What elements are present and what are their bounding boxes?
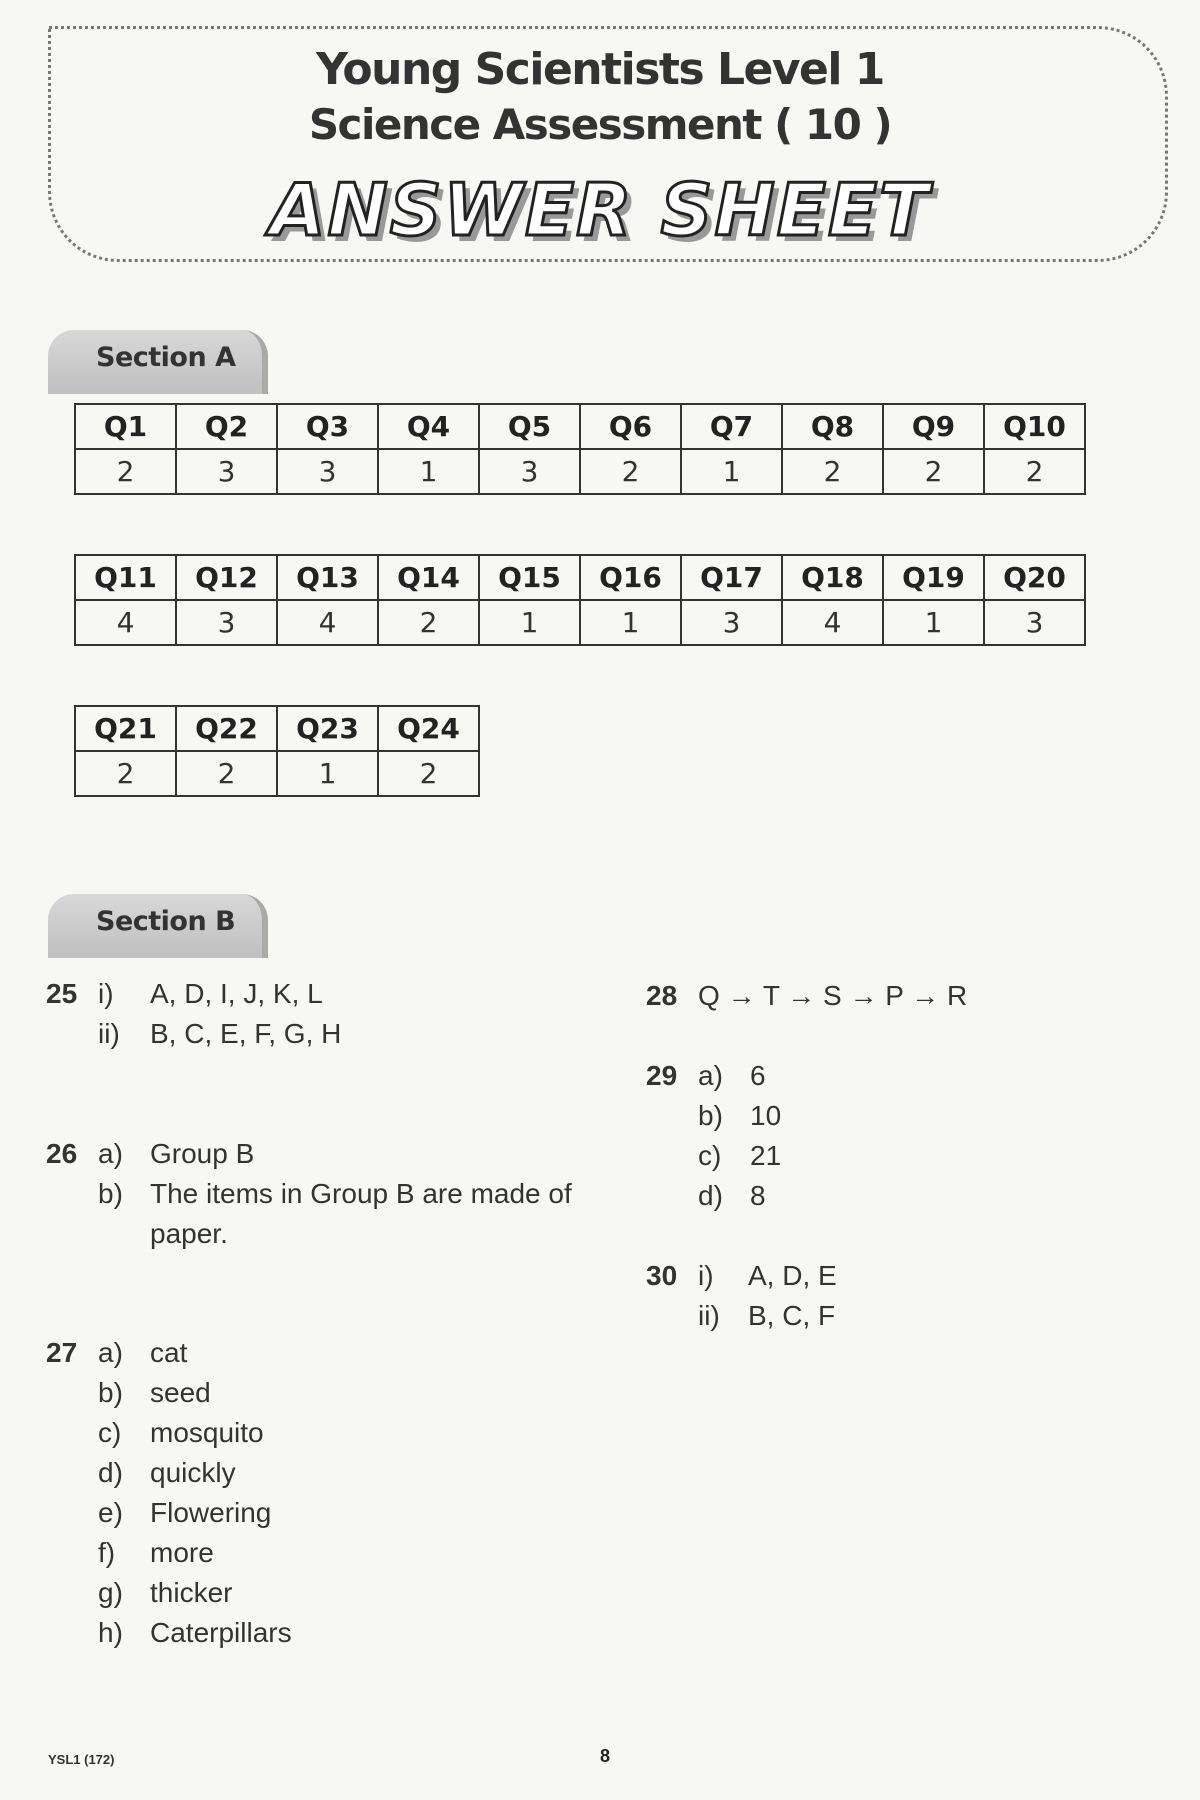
answer-cell: 2	[378, 600, 479, 645]
q-header: Q3	[277, 404, 378, 449]
answer-cell: 4	[75, 600, 176, 645]
answer-cell: 3	[176, 600, 277, 645]
q-header: Q16	[580, 555, 681, 600]
q-header: Q19	[883, 555, 984, 600]
q-header: Q7	[681, 404, 782, 449]
answer-text: quickly	[150, 1457, 236, 1488]
question-number: 26	[46, 1138, 78, 1169]
answer-text: 8	[750, 1180, 766, 1211]
answer-cell: 2	[883, 449, 984, 494]
book-code: YSL1 (172)	[48, 1752, 115, 1767]
item-label: b)	[98, 1178, 123, 1209]
answer-sheet-banner: ANSWER SHEET	[269, 168, 931, 252]
q-header: Q21	[75, 706, 176, 751]
item-label: i)	[698, 1260, 714, 1291]
answer-cell: 1	[277, 751, 378, 796]
answer-cell: 2	[75, 751, 176, 796]
question-number: 28	[646, 980, 678, 1011]
answer-cell: 1	[378, 449, 479, 494]
item-label: e)	[98, 1497, 123, 1528]
answer-text: more	[150, 1537, 214, 1568]
answer-cell: 3	[984, 600, 1085, 645]
answer-text: mosquito	[150, 1417, 264, 1448]
answer-cell: 2	[782, 449, 883, 494]
q-header: Q1	[75, 404, 176, 449]
q-header: Q13	[277, 555, 378, 600]
answer-cell: 1	[681, 449, 782, 494]
answer-cell: 2	[75, 449, 176, 494]
answer-table-2	[74, 554, 1086, 646]
q-header: Q14	[378, 555, 479, 600]
item-label: ii)	[698, 1300, 720, 1331]
answer-cell: 1	[883, 600, 984, 645]
q-header: Q15	[479, 555, 580, 600]
title-line-2: Science Assessment ( 10 )	[308, 100, 892, 149]
answer-text: Q → T → S → P → R	[698, 980, 968, 1011]
item-label: a)	[98, 1138, 123, 1169]
q-header: Q18	[782, 555, 883, 600]
q-header: Q9	[883, 404, 984, 449]
item-label: g)	[98, 1577, 123, 1608]
answer-text: Flowering	[150, 1497, 272, 1528]
answer-cell: 3	[277, 449, 378, 494]
answer-text: 6	[750, 1060, 766, 1091]
question-number: 29	[646, 1060, 678, 1091]
q-header: Q22	[176, 706, 277, 751]
q-header: Q4	[378, 404, 479, 449]
answer-text: cat	[150, 1337, 188, 1368]
q-header: Q5	[479, 404, 580, 449]
q-header: Q8	[782, 404, 883, 449]
item-label: c)	[698, 1140, 722, 1171]
q-header: Q12	[176, 555, 277, 600]
q-header: Q17	[681, 555, 782, 600]
answer-cell: 4	[782, 600, 883, 645]
answer-cell: 2	[580, 449, 681, 494]
answer-text: 21	[750, 1140, 782, 1171]
answer-text: B, C, E, F, G, H	[150, 1018, 342, 1049]
section-b-tab: Section B	[48, 894, 268, 958]
answer-text: A, D, E	[748, 1260, 837, 1291]
answer-cell: 2	[984, 449, 1085, 494]
answer-text: B, C, F	[748, 1300, 836, 1331]
answer-text: seed	[150, 1377, 211, 1408]
answer-table-3	[74, 705, 480, 797]
answer-text: Caterpillars	[150, 1617, 292, 1648]
item-label: b)	[98, 1377, 123, 1408]
q-header: Q23	[277, 706, 378, 751]
answer-cell: 1	[479, 600, 580, 645]
answer-text: thicker	[150, 1577, 233, 1608]
question-number: 25	[46, 978, 78, 1009]
answer-text: The items in Group B are made of	[150, 1178, 572, 1209]
answer-text: A, D, I, J, K, L	[150, 978, 323, 1009]
page-number: 8	[600, 1746, 611, 1766]
title-line-1: Young Scientists Level 1	[316, 44, 884, 95]
answer-cell: 3	[681, 600, 782, 645]
item-label: h)	[98, 1617, 123, 1648]
section-a-tab: Section A	[48, 330, 268, 394]
answer-cell: 4	[277, 600, 378, 645]
item-label: ii)	[98, 1018, 120, 1049]
answer-text: Group B	[150, 1138, 255, 1169]
q-header: Q10	[984, 404, 1085, 449]
answer-cell: 3	[176, 449, 277, 494]
q-header: Q2	[176, 404, 277, 449]
answer-cell: 1	[580, 600, 681, 645]
question-number: 30	[646, 1260, 678, 1291]
item-label: b)	[698, 1100, 723, 1131]
answer-cell: 3	[479, 449, 580, 494]
q-header: Q24	[378, 706, 479, 751]
answer-text: 10	[750, 1100, 782, 1131]
question-number: 27	[46, 1337, 78, 1368]
item-label: d)	[698, 1180, 723, 1211]
item-label: d)	[98, 1457, 123, 1488]
item-label: a)	[698, 1060, 723, 1091]
answer-cell: 2	[176, 751, 277, 796]
q-header: Q11	[75, 555, 176, 600]
answer-table-1	[74, 403, 1086, 495]
answer-text: paper.	[150, 1218, 228, 1249]
item-label: c)	[98, 1417, 122, 1448]
item-label: i)	[98, 978, 114, 1009]
answer-cell: 2	[378, 751, 479, 796]
q-header: Q6	[580, 404, 681, 449]
item-label: f)	[98, 1537, 116, 1568]
q-header: Q20	[984, 555, 1085, 600]
item-label: a)	[98, 1337, 123, 1368]
